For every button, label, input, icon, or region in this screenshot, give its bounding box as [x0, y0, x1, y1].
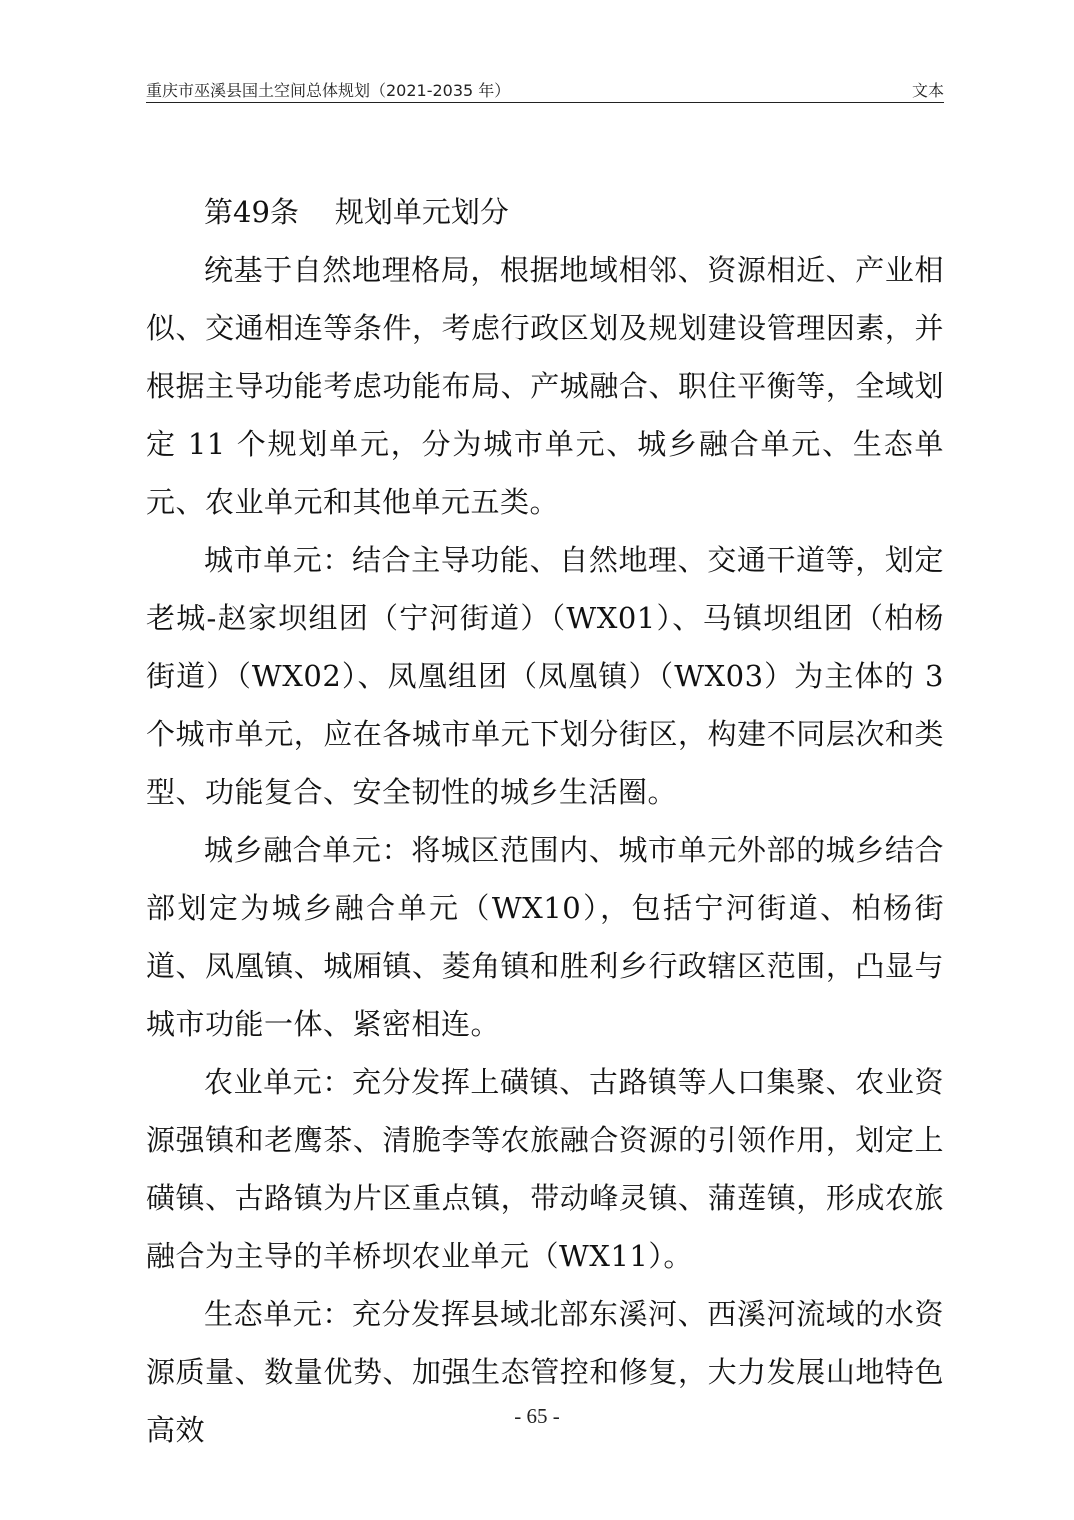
document-title: 重庆市巫溪县国土空间总体规划（2021-2035 年） [146, 81, 511, 100]
paragraph-ecological-unit: 生态单元：充分发挥县域北部东溪河、西溪河流域的水资源质量、数量优势、加强生态管控和修复，大力发展山地特色高效 [146, 1297, 944, 1447]
paragraph-urban-rural-unit: 城乡融合单元：将城区范围内、城市单元外部的城乡结合部划定为城乡融合单元（WX10），包括宁河街道、柏杨街道、凤凰镇、城厢镇、菱角镇和胜利乡行政辖区范围，凸显与城市功能一体、紧密相连。 [146, 833, 944, 1041]
article-heading [146, 183, 944, 241]
page-body [146, 183, 944, 1459]
article-number: 第49条 [204, 195, 299, 229]
section-label: 文本 [911, 81, 944, 100]
running-header [146, 72, 944, 103]
page-number: - 65 - [514, 1404, 560, 1428]
paragraph-intro: 统基于自然地理格局，根据地域相邻、资源相近、产业相似、交通相连等条件，考虑行政区划及规划建设管理因素，并根据主导功能考虑功能布局、产城融合、职住平衡等，全域划定 11 个规划单元，分为城市单元、城乡融合单元、生态单元、农业单元和其他单元五类。 [146, 253, 944, 519]
paragraph-agricultural-unit: 农业单元：充分发挥上磺镇、古路镇等人口集聚、农业资源强镇和老鹰茶、清脆李等农旅融合资源的引领作用，划定上磺镇、古路镇为片区重点镇，带动峰灵镇、蒲莲镇，形成农旅融合为主导的羊桥坝农业单元（WX11）。 [146, 1065, 944, 1273]
article-title: 规划单元划分 [334, 195, 509, 229]
paragraph-urban-unit: 城市单元：结合主导功能、自然地理、交通干道等，划定老城-赵家坝组团（宁河街道）（WX01）、马镇坝组团（柏杨街道）（WX02）、凤凰组团（凤凰镇）（WX03）为主体的 3 个城市单元，应在各城市单元下划分街区，构建不同层次和类型、功能复合、安全韧性的城乡生活圈。 [146, 543, 944, 809]
